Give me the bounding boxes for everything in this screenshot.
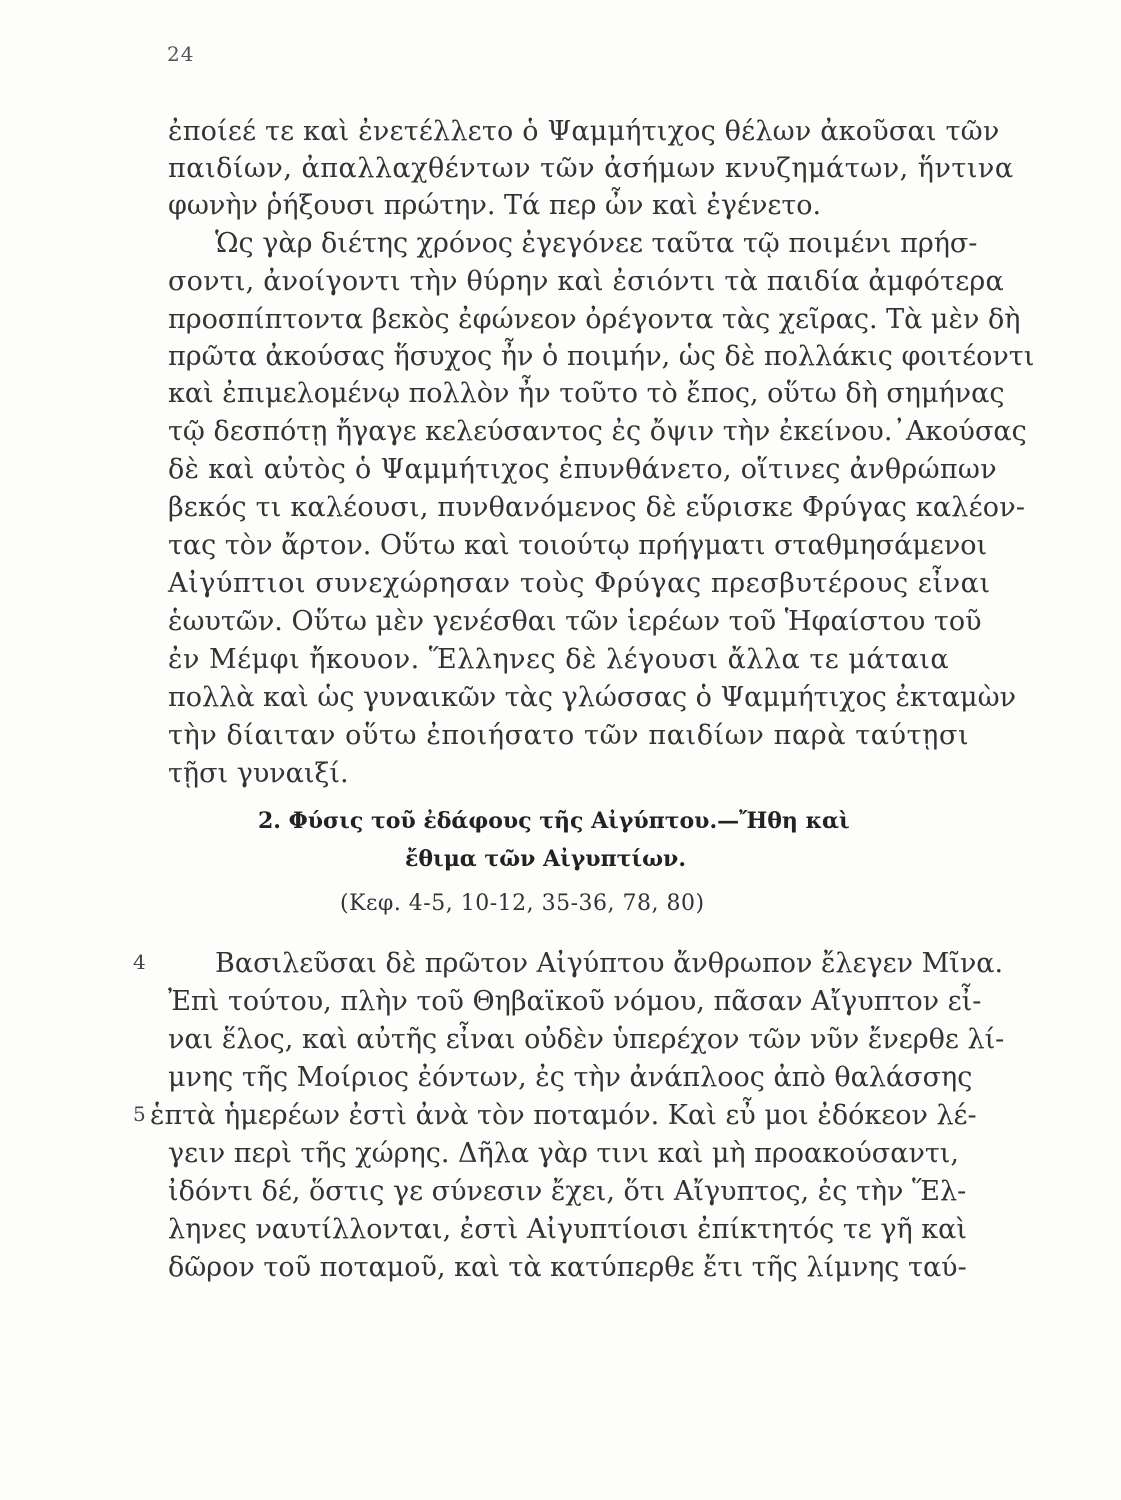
text-line: προσπίπτοντα βεκὸς ἐφώνεον ὀρέγοντα τὰς χεῖρας. Τὰ μὲν δὴ (168, 304, 1021, 335)
text-line: γειν περὶ τῆς χώρης. Δῆλα γὰρ τινι καὶ μὴ προακούσαντι, (168, 1138, 959, 1169)
section-heading-line-1: 2. Φύσις τοῦ ἐδάφους τῆς Αἰγύπτου.—Ἤθη καὶ (258, 808, 850, 834)
margin-chapter-number: 5 (133, 1102, 146, 1126)
text-line: ληνες ναυτίλλονται, ἐστὶ Αἰγυπτίοισι ἐπίκτητός τε γῆ καὶ (168, 1214, 967, 1245)
text-line: Ὡς γὰρ διέτης χρόνος ἐγεγόνεε ταῦτα τῷ ποιμένι πρήσ- (215, 228, 978, 259)
page-number: 24 (167, 42, 195, 66)
text-line: ναι ἕλος, καὶ αὐτῆς εἶναι οὐδὲν ὑπερέχον τῶν νῦν ἔνερθε λί- (168, 1024, 1005, 1055)
text-line: τας τὸν ἄρτον. Οὕτω καὶ τοιούτῳ πρήγματι σταθμησάμενοι (168, 530, 988, 561)
text-line: Αἰγύπτιοι συνεχώρησαν τοὺς Φρύγας πρεσβυτέρους εἶναι (168, 568, 991, 599)
text-line: ἑωυτῶν. Οὕτω μὲν γενέσθαι τῶν ἱερέων τοῦ Ἡφαίστου τοῦ (168, 606, 982, 637)
chapter-reference: (Κεφ. 4-5, 10-12, 35-36, 78, 80) (340, 891, 705, 916)
text-line: πρῶτα ἀκούσας ἥσυχος ἦν ὁ ποιμήν, ὡς δὲ πολλάκις φοιτέοντι (168, 341, 1035, 372)
section-heading-line-2: ἔθιμα τῶν Αἰγυπτίων. (405, 846, 686, 872)
text-line: καὶ ἐπιμελομένῳ πολλὸν ἦν τοῦτο τὸ ἔπος, οὕτω δὴ σημήνας (168, 378, 1005, 409)
text-line: δὲ καὶ αὐτὸς ὁ Ψαμμήτιχος ἐπυνθάνετο, οἵτινες ἀνθρώπων (168, 454, 997, 485)
text-line: ἑπτὰ ἡμερέων ἐστὶ ἀνὰ τὸν ποταμόν. Καὶ εὖ μοι ἐδόκεον λέ- (150, 1100, 977, 1131)
text-line: τῇσι γυναιξί. (168, 758, 349, 789)
text-line: ἰδόντι δέ, ὅστις γε σύνεσιν ἔχει, ὅτι Αἴγυπτος, ἐς τὴν Ἕλ- (168, 1176, 967, 1207)
text-line: σοντι, ἀνοίγοντι τὴν θύρην καὶ ἐσιόντι τὰ παιδία ἀμφότερα (168, 266, 1004, 297)
text-line: δῶρον τοῦ ποταμοῦ, καὶ τὰ κατύπερθε ἔτι τῆς λίμνης ταύ- (168, 1252, 967, 1283)
text-line: ἐν Μέμφι ἤκουον. Ἕλληνες δὲ λέγουσι ἄλλα τε μάταια (168, 644, 950, 675)
text-line: ἐποίεέ τε καὶ ἐνετέλλετο ὁ Ψαμμήτιχος θέλων ἀκοῦσαι τῶν (168, 116, 1000, 147)
margin-chapter-number: 4 (133, 950, 146, 974)
text-line: φωνὴν ῥήξουσι πρώτην. Τά περ ὦν καὶ ἐγένετο. (168, 190, 822, 221)
text-line: τὴν δίαιταν οὕτω ἐποιήσατο τῶν παιδίων παρὰ ταύτῃσι (168, 720, 970, 751)
text-line: τῷ δεσπότῃ ἤγαγε κελεύσαντος ἐς ὄψιν τὴν ἐκείνου.᾿Ακούσας (168, 416, 1027, 447)
text-line: Ἐπὶ τούτου, πλὴν τοῦ Θηβαϊκοῦ νόμου, πᾶσαν Αἴγυπτον εἶ- (168, 986, 982, 1017)
text-line: παιδίων, ἀπαλλαχθέντων τῶν ἀσήμων κνυζημάτων, ἥντινα (168, 153, 1014, 184)
text-line: βεκός τι καλέουσι, πυνθανόμενος δὲ εὕρισκε Φρύγας καλέον- (168, 492, 1026, 523)
text-line: Βασιλεῦσαι δὲ πρῶτον Αἰγύπτου ἄνθρωπον ἔλεγεν Μῖνα. (215, 948, 1004, 979)
text-line: πολλὰ καὶ ὡς γυναικῶν τὰς γλώσσας ὁ Ψαμμήτιχος ἐκταμὼν (168, 682, 1017, 713)
text-line: μνης τῆς Μοίριος ἐόντων, ἐς τὴν ἀνάπλοος ἀπὸ θαλάσσης (168, 1062, 973, 1093)
